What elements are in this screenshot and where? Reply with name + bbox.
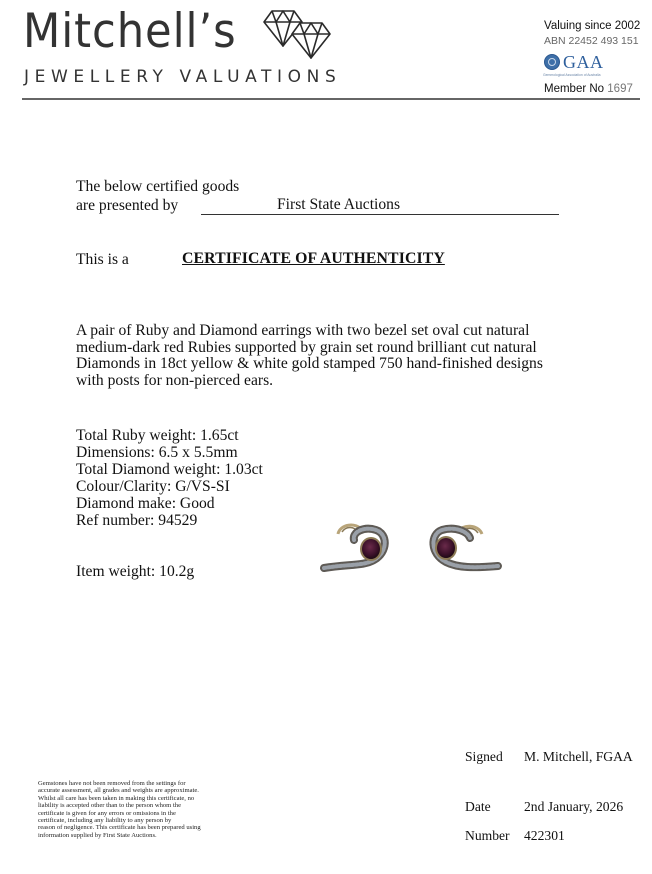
- date-value: 2nd January, 2026: [524, 799, 624, 814]
- item-description: [76, 323, 596, 389]
- member-number: [544, 84, 633, 96]
- disclaimer-line: reason of negligence. This certificate has been prepared using: [38, 824, 201, 832]
- header-divider: [22, 98, 640, 100]
- certificate-lead: This is a: [76, 251, 129, 268]
- description-line: with posts for non-pierced ears.: [76, 371, 274, 389]
- spec-diamond-make: Diamond make: Good: [76, 495, 215, 513]
- spec-dimensions: Dimensions: 6.5 x 5.5mm: [76, 444, 238, 462]
- spec-colour-clarity: Colour/Clarity: G/VS-SI: [76, 478, 230, 496]
- brand-name: Mitchell’s: [23, 4, 237, 59]
- description-line: Diamonds in 18ct yellow & white gold stamped 750 hand-finished designs: [76, 355, 543, 373]
- member-number-value: 1697: [607, 83, 633, 95]
- disclaimer-line: liability is accepted other than to the person whom the: [38, 802, 182, 810]
- valuing-since: Valuing since 2002: [544, 20, 641, 32]
- right-earring: [433, 526, 498, 567]
- item-specs: [76, 427, 263, 530]
- disclaimer-line: Gemstones have not been removed from the settings for: [38, 780, 186, 787]
- spec-ref-number: Ref number: 94529: [76, 512, 198, 530]
- disclaimer-line: Whilst all care has been taken in making this certificate, no: [38, 794, 195, 802]
- gaa-badge: [544, 53, 604, 71]
- gaa-seal-icon: [544, 54, 560, 70]
- diamonds-icon: [262, 8, 334, 60]
- gaa-caption: Gemmological Association of Australia: [543, 73, 601, 77]
- spec-ruby-weight: Total Ruby weight: 1.65ct: [76, 427, 239, 444]
- intro-line-1: The below certified goods: [76, 178, 240, 195]
- disclaimer-line: certificate, including any liability to any person by: [38, 817, 172, 825]
- abn-number: ABN 22452 493 151: [544, 35, 639, 47]
- disclaimer: [38, 780, 258, 839]
- gaa-label: GAA: [563, 52, 604, 72]
- ruby-diamond-earrings-photo: [318, 518, 508, 580]
- disclaimer-line: accurate assessment, all grades and weights are approximate.: [38, 787, 199, 795]
- presented-by-value: First State Auctions: [277, 196, 401, 213]
- description-line: medium-dark red Rubies supported by grain set round brilliant cut natural: [76, 338, 537, 356]
- number-label: Number: [465, 828, 510, 843]
- signed-value: M. Mitchell, FGAA: [524, 749, 633, 764]
- date-label: Date: [465, 799, 491, 814]
- presented-by-label: are presented by: [76, 197, 179, 214]
- spec-diamond-weight: Total Diamond weight: 1.03ct: [76, 461, 263, 479]
- item-weight: Item weight: 10.2g: [76, 563, 195, 580]
- member-label: Member No: [544, 83, 605, 95]
- certificate-title: CERTIFICATE OF AUTHENTICITY: [182, 250, 445, 267]
- presented-by-field: [201, 197, 559, 215]
- brand-subtitle: JEWELLERY VALUATIONS: [24, 67, 342, 87]
- disclaimer-line: certificate is given for any errors or omissions in the: [38, 809, 176, 817]
- description-line: A pair of Ruby and Diamond earrings with two bezel set oval cut natural: [76, 322, 530, 339]
- disclaimer-line: information supplied by First State Auctions.: [38, 831, 157, 839]
- signed-label: Signed: [465, 749, 503, 764]
- number-value: 422301: [524, 828, 565, 843]
- left-earring: [324, 525, 385, 568]
